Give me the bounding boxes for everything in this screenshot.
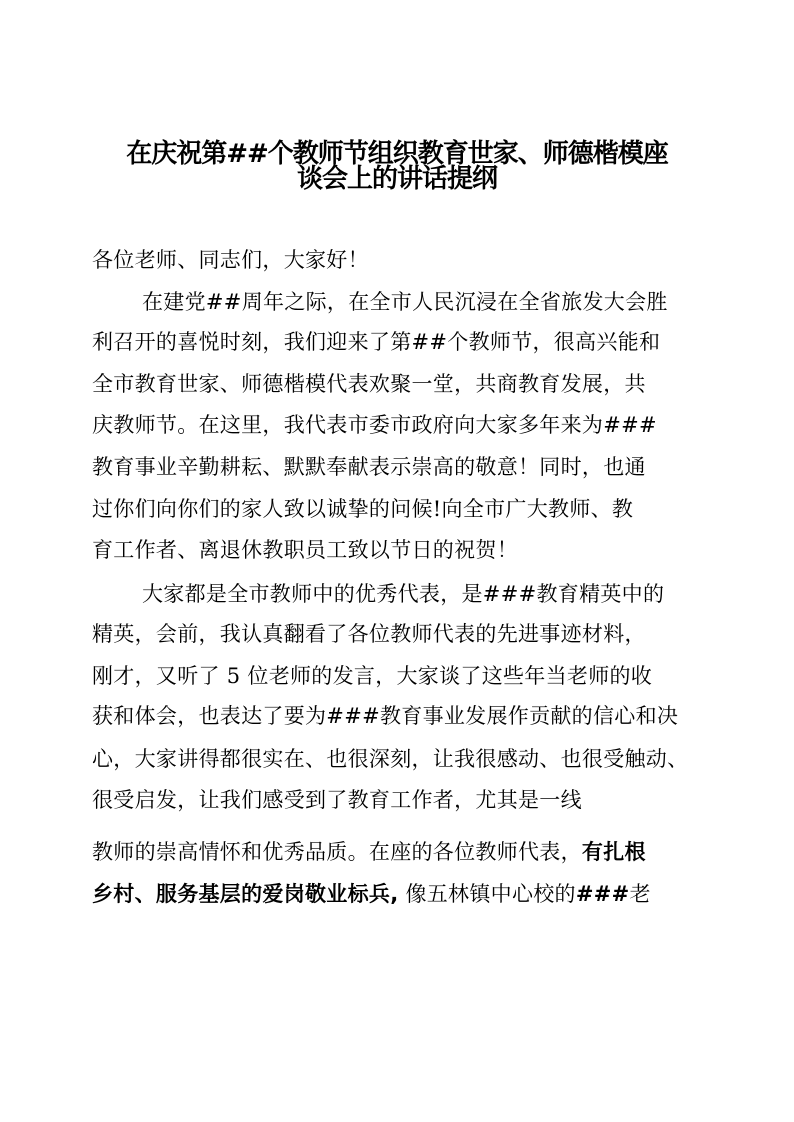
paragraph-line: 精英，会前，我认真翻看了各位教师代表的先进事迹材料， <box>92 622 646 646</box>
bold-text: 有扎根 <box>581 840 646 864</box>
plain-text: 像五林镇中心校的 <box>398 882 576 906</box>
paragraph-line: 心，大家讲得都很实在、也很深刻，让我很感动、也很受触动、 <box>92 747 689 771</box>
plain-text: 老 <box>629 882 651 906</box>
paragraph-line: 全市教育世家、师德楷模代表欢聚一堂，共商教育发展，共 <box>92 372 646 396</box>
document-title-line-1: 在庆祝第##个教师节组织教育世家、师德楷模座 <box>126 139 668 169</box>
greeting: 各位老师、同志们，大家好！ <box>92 248 369 272</box>
paragraph-line: 大家都是全市教师中的优秀代表，是###教育精英中的 <box>142 582 665 606</box>
paragraph-line: 过你们向你们的家人致以诚挚的问候!向全市广大教师、教 <box>92 497 634 521</box>
bold-text: ### <box>575 882 630 906</box>
paragraph-line: 庆教师节。在这里，我代表市委市政府向大家多年来为### <box>92 413 657 437</box>
paragraph-line: 育工作者、离退休教职员工致以节日的祝贺！ <box>92 538 518 562</box>
document-title-line-2: 谈会上的讲话提纲 <box>296 164 497 194</box>
plain-text: 教师的崇高情怀和优秀品质。在座的各位教师代表， <box>92 840 582 864</box>
paragraph-line: 获和体会，也表达了要为###教育事业发展作贡献的信心和决 <box>92 704 679 728</box>
paragraph-line: 教育事业辛勤耕耘、默默奉献表示崇高的敬意！同时，也通 <box>92 455 646 479</box>
paragraph-line: 很受启发，让我们感受到了教育工作者，尤其是一线 <box>92 788 582 812</box>
paragraph-line <box>92 838 712 866</box>
paragraph-line: 刚才，又听了 5 位老师的发言，大家谈了这些年当老师的收 <box>92 664 653 688</box>
paragraph-line: 利召开的喜悦时刻，我们迎来了第##个教师节，很高兴能和 <box>92 330 661 354</box>
paragraph-line: 在建党##周年之际，在全市人民沉浸在全省旅发大会胜 <box>142 290 668 314</box>
bold-text: 乡村、服务基层的爱岗敬业标兵, <box>92 882 399 906</box>
paragraph-line <box>92 880 712 908</box>
